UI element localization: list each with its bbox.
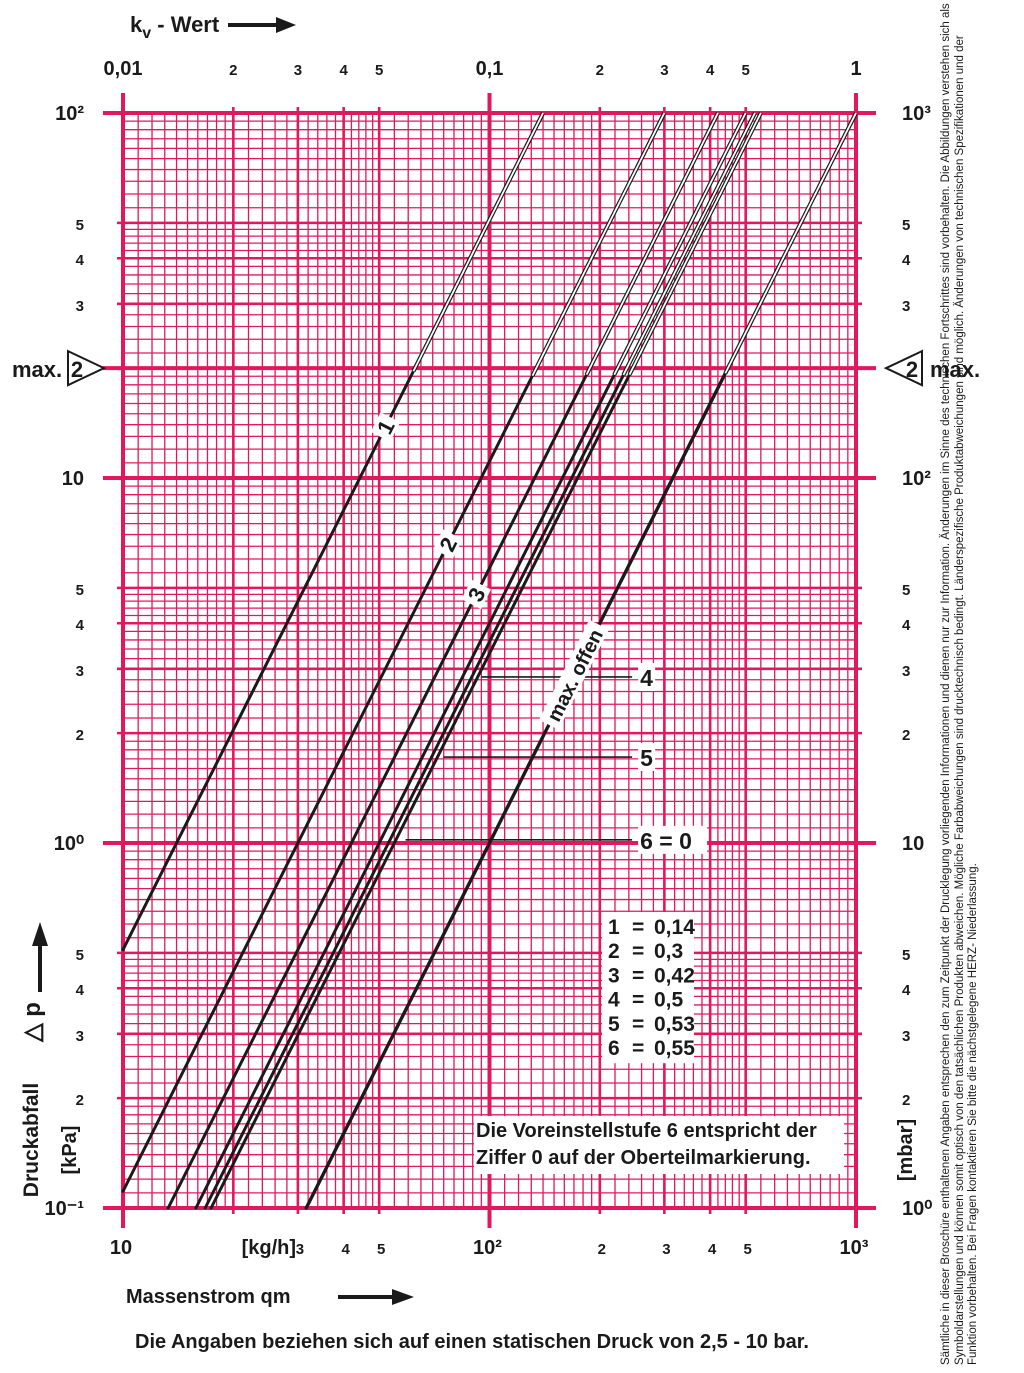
y-right-tick-label: 5 bbox=[902, 946, 911, 964]
top-axis-arrow-head bbox=[276, 17, 296, 33]
top-tick-label: 2 bbox=[229, 62, 238, 79]
x-axis-arrow-head bbox=[392, 1289, 414, 1305]
legend-key: 5 bbox=[608, 1012, 620, 1036]
legend-key: 4 bbox=[608, 988, 620, 1012]
note-line: Ziffer 0 auf der Oberteilmarkierung. bbox=[476, 1147, 811, 1169]
legend-equals: = bbox=[632, 1037, 645, 1060]
note-line: Die Voreinstellstufe 6 entspricht der bbox=[476, 1120, 817, 1142]
legend-equals: = bbox=[632, 964, 645, 988]
callout-label: 5 bbox=[640, 745, 653, 772]
legend-value: 0,3 bbox=[654, 940, 684, 964]
x-tick-label: 2 bbox=[597, 1241, 606, 1258]
x-tick-label: 10 bbox=[109, 1237, 133, 1259]
y-tick-label: 2 bbox=[75, 727, 84, 745]
x-tick-label: 4 bbox=[341, 1241, 350, 1258]
legend-value: 0,55 bbox=[654, 1037, 695, 1060]
y-tick-label: 5 bbox=[75, 946, 84, 964]
legend-equals: = bbox=[632, 916, 645, 939]
x-tick-label: 4 bbox=[707, 1241, 717, 1258]
callout-label: 6 = 0 bbox=[640, 827, 692, 854]
max-marker-left-number: 2 bbox=[70, 357, 84, 383]
legend-key: 1 bbox=[608, 916, 620, 939]
y-right-tick-label: 2 bbox=[902, 727, 911, 745]
y-right-tick-label: 2 bbox=[902, 1092, 911, 1110]
legend-equals: = bbox=[632, 940, 645, 964]
y-tick-label: 3 bbox=[75, 662, 84, 680]
y-axis-title: Druckabfall bbox=[20, 1082, 43, 1198]
legend-value: 0,14 bbox=[654, 916, 695, 939]
y-tick-label: 4 bbox=[75, 252, 84, 270]
curve-label-2: 2 bbox=[434, 533, 463, 556]
legend-equals: = bbox=[632, 988, 645, 1012]
top-tick-label: 0,1 bbox=[475, 58, 504, 80]
y-axis-symbol: △ p bbox=[19, 1002, 46, 1042]
x-tick-label: 3 bbox=[662, 1241, 671, 1258]
y-unit-right: [mbar] bbox=[895, 1118, 917, 1182]
y-tick-label: 10 bbox=[61, 468, 84, 490]
top-tick-label: 5 bbox=[741, 62, 750, 79]
top-tick-label: 2 bbox=[595, 62, 604, 79]
y-tick-label: 10² bbox=[55, 103, 84, 125]
curve-6-extension-fill bbox=[630, 113, 761, 375]
max-marker-right-number: 2 bbox=[905, 357, 919, 383]
legend-key: 2 bbox=[608, 940, 620, 964]
y-right-tick-label: 3 bbox=[902, 297, 911, 315]
grid bbox=[103, 93, 876, 1228]
curve-label-max-offen: max. offen bbox=[543, 626, 609, 726]
x-unit-label: [kg/h] bbox=[241, 1237, 297, 1259]
y-right-tick-label: 3 bbox=[902, 1027, 911, 1045]
y-right-tick-label: 4 bbox=[902, 617, 911, 635]
top-tick-label: 4 bbox=[705, 62, 715, 79]
top-tick-label: 4 bbox=[339, 62, 348, 79]
legend-key: 3 bbox=[608, 964, 620, 988]
top-tick-label: 3 bbox=[660, 62, 669, 79]
y-tick-label: 4 bbox=[75, 982, 84, 1000]
x-tick-label: 3 bbox=[295, 1241, 305, 1258]
y-tick-label: 5 bbox=[75, 581, 84, 599]
y-right-tick-label: 10⁰ bbox=[902, 1198, 933, 1220]
top-tick-label: 1 bbox=[850, 58, 862, 80]
x-tick-label: 5 bbox=[377, 1241, 386, 1258]
legend-value: 0,42 bbox=[654, 964, 695, 988]
footer-note: Die Angaben beziehen sich auf einen statischen Druck von 2,5 - 10 bar. bbox=[135, 1331, 809, 1353]
x-tick-label: 5 bbox=[743, 1241, 752, 1258]
labels bbox=[12, 12, 980, 1353]
x-tick-label: 10² bbox=[473, 1237, 502, 1259]
legend-value: 0,53 bbox=[654, 1012, 695, 1036]
y-right-tick-label: 10 bbox=[902, 833, 925, 855]
y-right-tick-label: 10² bbox=[902, 468, 931, 490]
max-label-left: max. bbox=[12, 357, 63, 383]
y-unit-left: [kPa] bbox=[59, 1125, 81, 1175]
top-tick-label: 3 bbox=[293, 62, 303, 79]
y-right-tick-label: 4 bbox=[902, 252, 911, 270]
callout-label: 4 bbox=[640, 664, 653, 691]
y-tick-label: 3 bbox=[75, 1027, 84, 1045]
y-right-tick-label: 4 bbox=[902, 982, 911, 1000]
y-tick-label: 10⁰ bbox=[53, 833, 84, 855]
top-axis-title: $k_v$ - Wert bbox=[130, 12, 220, 42]
legend-equals: = bbox=[632, 1012, 645, 1036]
y-tick-label: 2 bbox=[75, 1092, 84, 1110]
y-right-tick-label: 3 bbox=[902, 662, 911, 680]
top-tick-label: 5 bbox=[375, 62, 384, 79]
y-tick-label: 10⁻¹ bbox=[44, 1198, 84, 1220]
max-label-right: max. bbox=[930, 357, 981, 383]
disclaimer-note: Sämtliche in dieser Broschüre enthaltenen Angaben entsprechen den zum Zeitpunkt der Drucklegung vorliegenden Informationen und dienen nur zur Information. Änderungen im Sinne des technischen Fortschrittes sind vorbehalten. Die Abbildungen verstehen sich als Symboldarstellungen und können somit optisch von den tatsächlichen Produkten abweichen. Mögliche Farbabweichungen sind drucktechnisch bedingt. Länderspezifische Produktabweichungen sind möglich. Änderungen von technischen Spezifikationen und der Funktion vorbehalten. Bei Fragen kontaktieren Sie bitte die nächstgelegene HERZ- Niederlassung. bbox=[940, 3, 980, 1365]
legend-value: 0,5 bbox=[654, 988, 684, 1012]
y-right-tick-label: 5 bbox=[902, 581, 911, 599]
legend-key: 6 bbox=[608, 1037, 620, 1060]
y-right-tick-label: 5 bbox=[902, 216, 911, 234]
y-tick-label: 5 bbox=[75, 216, 84, 234]
curve-3-extension-fill bbox=[587, 113, 718, 375]
x-axis-title: Massenstrom qm bbox=[126, 1286, 291, 1308]
curve-label-3: 3 bbox=[462, 583, 491, 606]
x-tick-label: 10³ bbox=[839, 1237, 869, 1259]
curve-label-1: 1 bbox=[371, 416, 400, 439]
y-right-tick-label: 10³ bbox=[902, 103, 931, 125]
top-tick-label: 0,01 bbox=[103, 58, 143, 80]
y-axis-arrow-head bbox=[32, 922, 48, 946]
y-tick-label: 4 bbox=[75, 617, 84, 635]
y-tick-label: 3 bbox=[75, 297, 84, 315]
